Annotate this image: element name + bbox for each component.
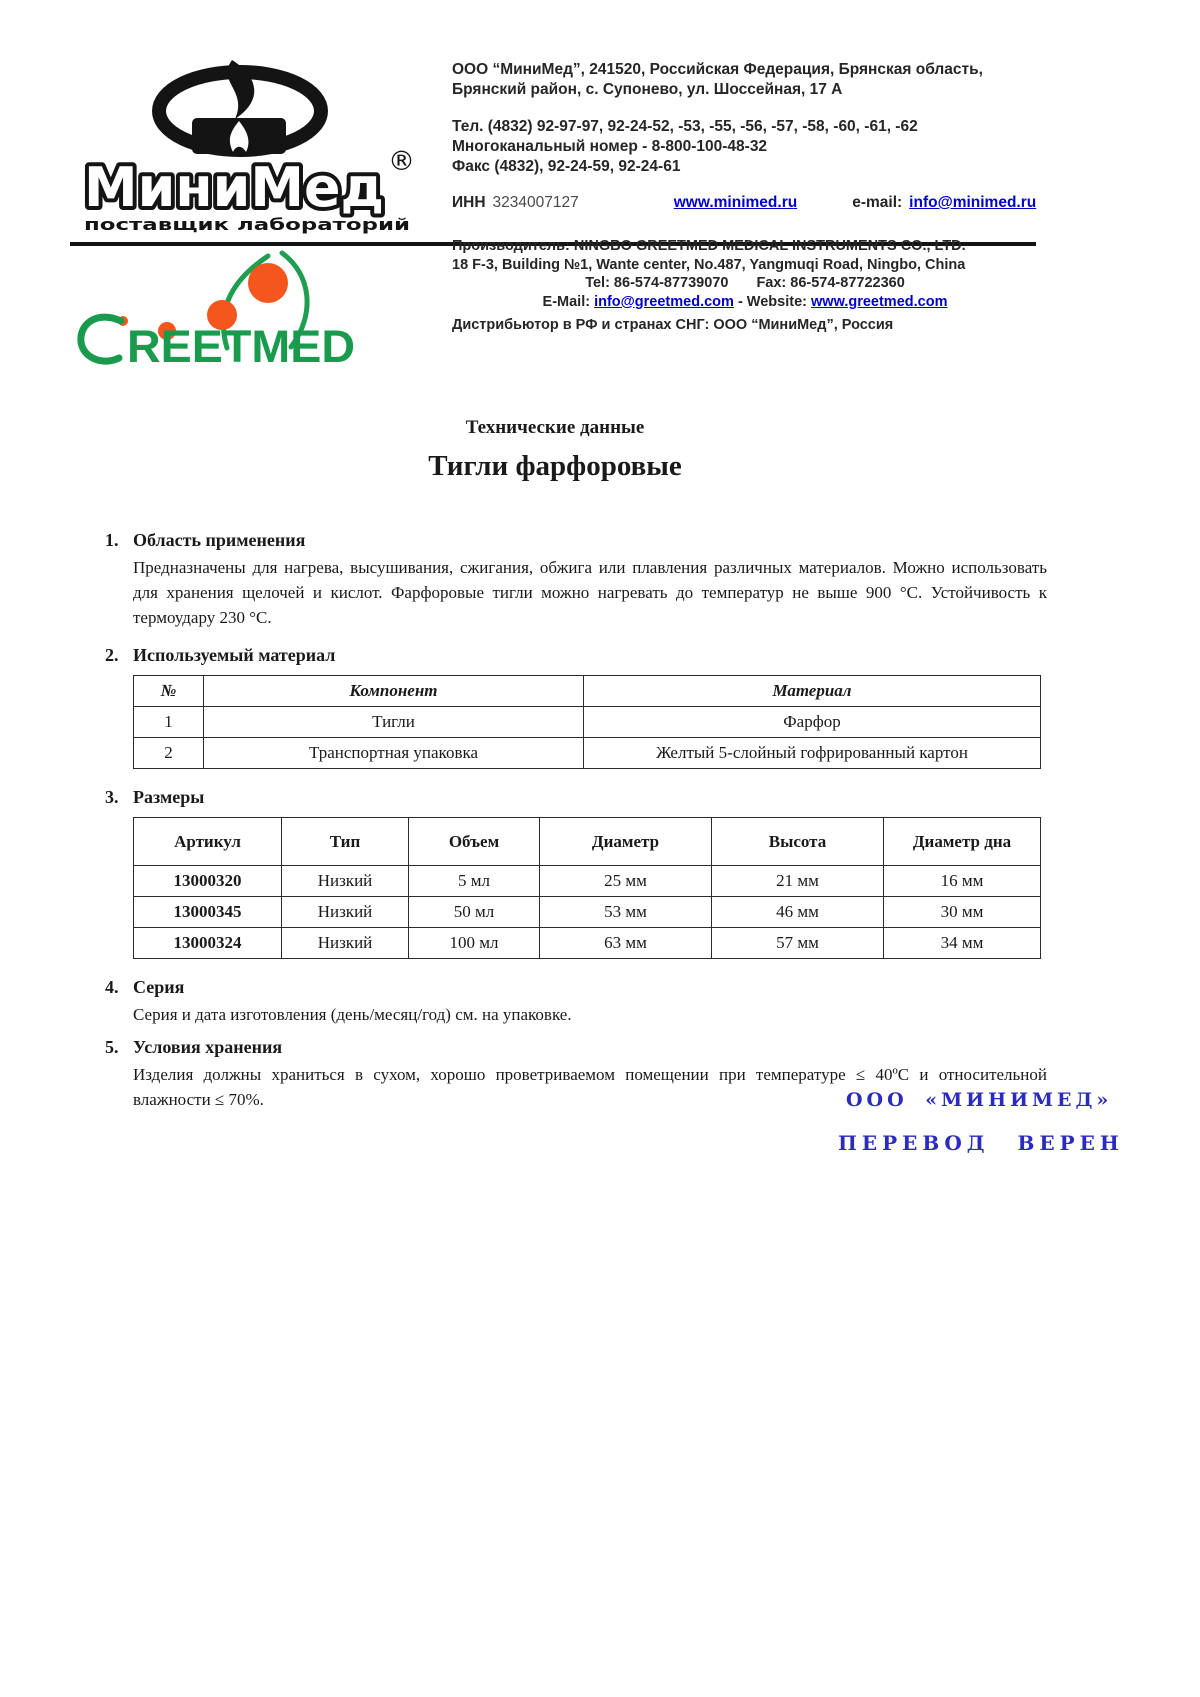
page-title: Тигли фарфоровые [428,450,682,482]
column-header: Артикул [134,818,282,866]
section-number: 1. [105,530,119,550]
table-cell: 13000324 [134,928,282,959]
table-row [134,866,1041,897]
table-cell: 100 мл [409,928,540,959]
producer-address: 18 F-3, Building №1, Wante center, No.487, Yangmuqi Road, Ningbo, China [452,256,966,273]
company-address-line1: ООО “МиниМед”, 241520, Российская Федерация, Брянская область, [452,61,983,78]
table-cell: 21 мм [712,866,884,897]
column-header: Высота [712,818,884,866]
table-cell: 5 мл [409,866,540,897]
minimed-email-link[interactable]: info@minimed.ru [909,194,1037,211]
column-header: Диаметр дна [884,818,1041,866]
section-material [105,644,1047,769]
company-fax: Факс (4832), 92-24-59, 92-24-61 [452,158,681,175]
document-subtitle: Технические данные [465,417,645,438]
producer-name: Производитель: NINGBO GREETMED MEDICAL INSTRUMENTS CO., LTD. [452,238,966,254]
table-row [134,928,1041,959]
table-row [134,738,1041,769]
company-contact-block [452,60,1038,213]
table-cell: 57 мм [712,928,884,959]
table-header-row [134,676,1041,707]
table-cell: Низкий [282,897,409,928]
table-row [134,707,1041,738]
logo-tagline: поставщик лабораторий [84,215,410,234]
table-cell: 13000345 [134,897,282,928]
section-heading: Область применения [133,530,306,550]
table-cell: 63 мм [540,928,712,959]
email-label: e-mail: [852,194,903,211]
table-cell: Низкий [282,928,409,959]
section-heading: Используемый материал [133,645,336,665]
table-cell: 1 [134,707,204,738]
table-cell: 50 мл [409,897,540,928]
table-cell: Тигли [204,707,584,738]
greetmed-logo-text: REETMED [127,321,355,372]
brand-text: МиниМед [84,156,384,219]
section-series [105,976,1047,1027]
stamp-company-line: ООО «МИНИМЕД» [846,1089,1113,1111]
registered-icon: ® [388,146,415,177]
company-address-line2: Брянский район, с. Супонево, ул. Шоссейная, 17 А [452,81,843,98]
greetmed-logo [75,250,367,370]
inn-value: 3234007127 [492,194,579,211]
distributor-line: Дистрибьютор в РФ и странах СНГ: ООО “МиниМед”, Россия [452,317,894,333]
minimed-logo [82,56,415,234]
section-number: 5. [105,1037,119,1057]
table-cell: Низкий [282,866,409,897]
material-table [133,675,1041,769]
section-body: Изделия должны храниться в сухом, хорошо проветриваемом помещении при температуре ≤ 40ºС и относительной влажности ≤ 70%. [133,1065,1047,1109]
table-header-row [134,818,1041,866]
inn-label: ИНН [452,194,486,211]
column-header: № [134,676,204,707]
table-row [134,897,1041,928]
table-cell: Фарфор [584,707,1041,738]
table-cell: 16 мм [884,866,1041,897]
table-cell: 53 мм [540,897,712,928]
table-cell: 34 мм [884,928,1041,959]
greetmed-g-arc [81,317,121,361]
section-body: Серия и дата изготовления (день/месяц/год) см. на упаковке. [133,1005,572,1024]
translation-stamp [838,1089,1124,1155]
column-header: Диаметр [540,818,712,866]
table-cell: 13000320 [134,866,282,897]
producer-tel: Tel: 86-574-87739070 [585,275,729,291]
section-sizes [105,786,1047,959]
section-heading: Условия хранения [133,1037,283,1057]
section-number: 4. [105,977,119,997]
section-body: Предназначены для нагрева, высушивания, сжигания, обжига или плавления различных материалов. Можно использовать для хранения щелочей и кислот. Фарфоровые тигли можно нагревать до температур не выше 900 °С. Устойчивость к термоудару 230 °С. [133,558,1047,627]
producer-email-label: E-Mail: [542,293,591,310]
table-cell: 30 мм [884,897,1041,928]
producer-block [452,237,1038,335]
column-header: Тип [282,818,409,866]
section-number: 2. [105,645,119,665]
company-multichannel: Многоканальный номер - 8-800-100-48-32 [452,138,768,155]
section-heading: Размеры [133,787,205,807]
section-number: 3. [105,787,119,807]
table-cell: Желтый 5-слойный гофрированный картон [584,738,1041,769]
size-table [133,817,1041,959]
table-cell: 25 мм [540,866,712,897]
producer-website-label: - Website: [737,293,807,310]
column-header: Объем [409,818,540,866]
greetmed-dot-large [248,263,288,303]
table-cell: 2 [134,738,204,769]
column-header: Компонент [204,676,584,707]
table-cell: Транспортная упаковка [204,738,584,769]
section-application [105,529,1047,630]
section-heading: Серия [133,977,185,997]
producer-fax: Fax: 86-574-87722360 [756,275,905,291]
minimed-website-link[interactable]: www.minimed.ru [673,194,798,211]
column-header: Материал [584,676,1041,707]
greetmed-email-link[interactable]: info@greetmed.com [594,293,734,310]
stamp-verified-line: ПЕРЕВОД ВЕРЕН [838,1131,1124,1155]
table-cell: 46 мм [712,897,884,928]
greetmed-website-link[interactable]: www.greetmed.com [811,293,948,310]
company-phone: Тел. (4832) 92-97-97, 92-24-52, -53, -55, -56, -57, -58, -60, -61, -62 [452,118,918,135]
